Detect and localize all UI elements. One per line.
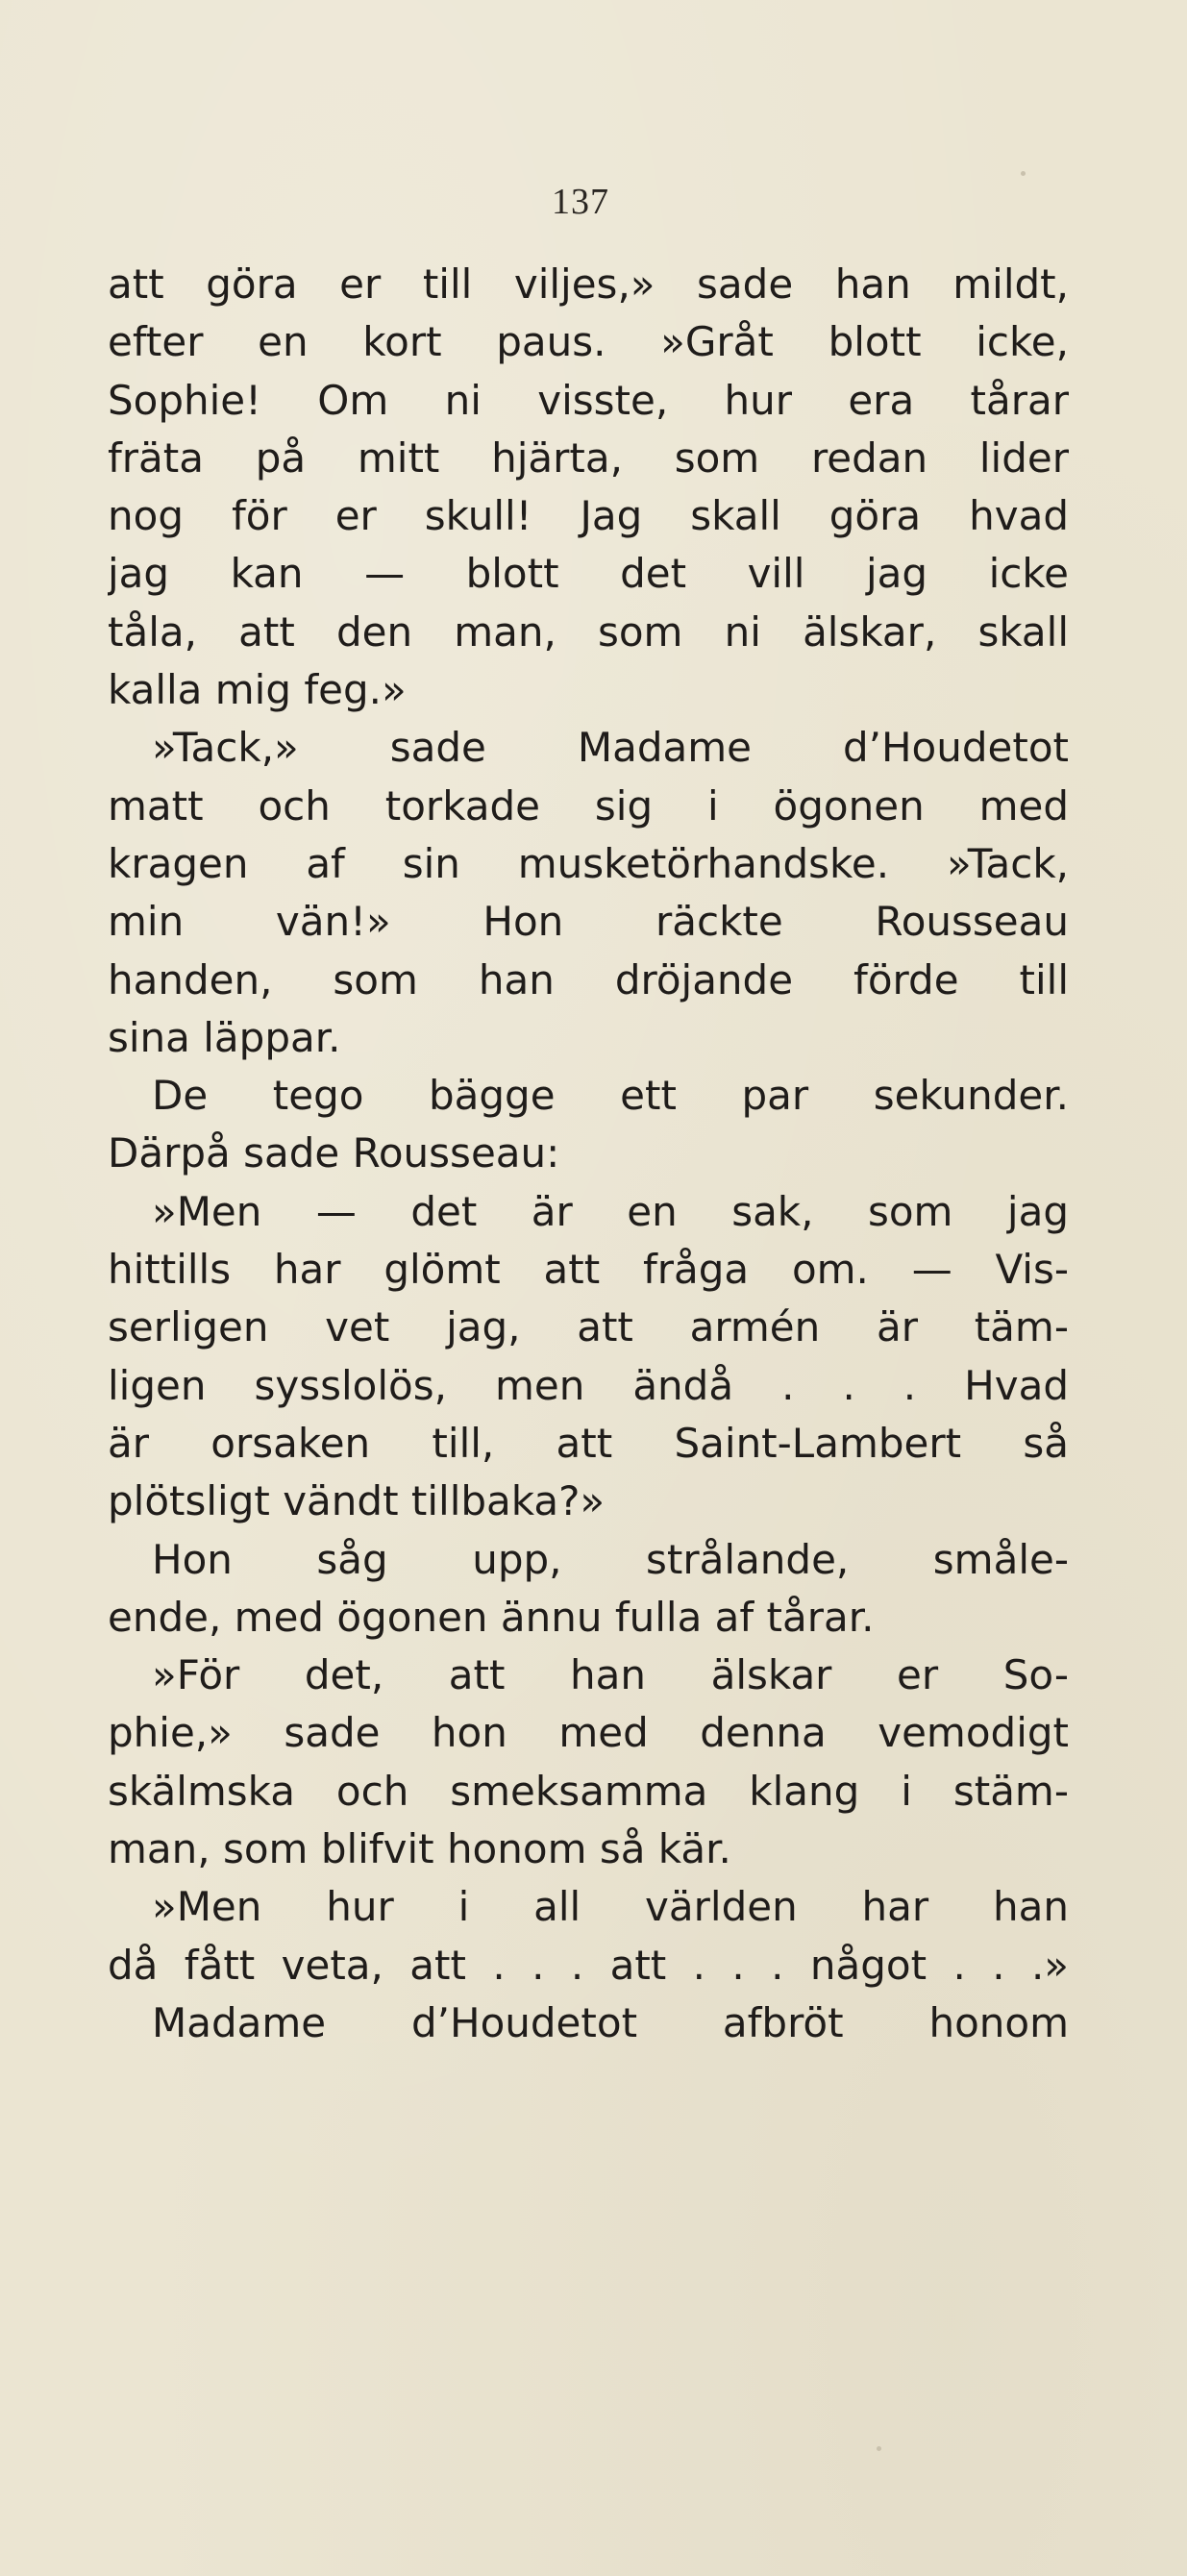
text-line: matt och torkade sig i ögonen med	[108, 781, 1069, 830]
text-line: handen, som han dröjande förde till	[108, 955, 1069, 1003]
text-line: jag kan — blott det vill jag icke	[108, 550, 1069, 598]
text-line: man, som blifvit honom så kär.	[108, 1825, 731, 1873]
paper-speck	[1021, 171, 1026, 176]
text-line: är orsaken till, att Saint-Lambert så	[108, 1419, 1069, 1467]
text-line: att göra er till viljes,» sade han mildt,	[108, 260, 1069, 308]
text-line: fräta på mitt hjärta, som redan lider	[108, 433, 1069, 482]
page-number: 137	[552, 182, 609, 222]
text-line: Sophie! Om ni visste, hur era tårar	[108, 376, 1069, 424]
text-line: tåla, att den man, som ni älskar, skall	[108, 607, 1069, 656]
text-line: »För det, att han älskar er So-	[152, 1651, 1069, 1699]
text-line: efter en kort paus. »Gråt blott icke,	[108, 318, 1069, 366]
text-line: kragen af sin musketörhandske. »Tack,	[108, 839, 1069, 887]
text-line: »Men hur i all världen har han	[152, 1883, 1069, 1931]
text-line: De tego bägge ett par sekunder.	[152, 1072, 1069, 1120]
text-line: ligen sysslolös, men ändå . . . Hvad	[108, 1361, 1069, 1409]
text-line: »Men — det är en sak, som jag	[152, 1187, 1069, 1235]
text-line: då fått veta, att . . . att . . . något . . .»	[108, 1941, 1069, 1989]
text-line: phie,» sade hon med denna vemodigt	[108, 1709, 1069, 1757]
text-line: serligen vet jag, att armén är täm-	[108, 1303, 1069, 1351]
text-line: kalla mig feg.»	[108, 666, 407, 714]
text-line: skälmska och smeksamma klang i stäm-	[108, 1767, 1069, 1815]
text-line: Därpå sade Rousseau:	[108, 1129, 560, 1177]
text-line: hittills har glömt att fråga om. — Vis-	[108, 1246, 1069, 1294]
text-line: min vän!» Hon räckte Rousseau	[108, 898, 1069, 946]
text-line: sina läppar.	[108, 1013, 341, 1061]
text-line: Hon såg upp, strålande, småle-	[152, 1535, 1069, 1583]
text-line: »Tack,» sade Madame d’Houdetot	[152, 724, 1069, 772]
body-text	[108, 256, 1069, 2052]
text-line: Madame d’Houdetot afbröt honom	[152, 1998, 1069, 2046]
text-line: ende, med ögonen ännu fulla af tårar.	[108, 1593, 875, 1641]
paper-speck	[877, 2446, 881, 2451]
text-line: nog för er skull! Jag skall göra hvad	[108, 492, 1069, 540]
text-line: plötsligt vändt tillbaka?»	[108, 1477, 606, 1525]
